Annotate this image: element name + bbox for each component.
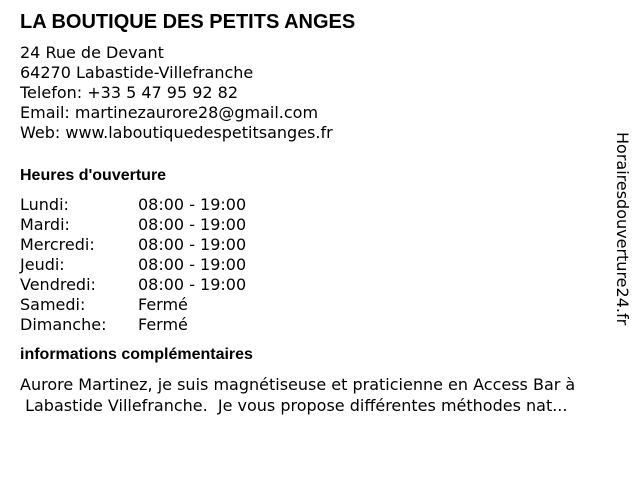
site-watermark xyxy=(612,132,632,352)
day-label: Mercredi: xyxy=(20,235,95,254)
day-hours: 08:00 - 19:00 xyxy=(138,255,247,274)
day-label: Lundi: xyxy=(20,195,69,214)
day-label: Jeudi: xyxy=(20,255,65,274)
hours-row-monday xyxy=(20,195,610,215)
city-address: 64270 Labastide-Villefranche xyxy=(20,63,254,82)
day-hours: 08:00 - 19:00 xyxy=(138,235,247,254)
opening-hours-title: Heures d'ouverture xyxy=(20,167,167,184)
day-label: Samedi: xyxy=(20,295,86,314)
hours-row-friday xyxy=(20,275,610,295)
watermark-text: Horairesdouverture24.fr xyxy=(613,132,632,326)
hours-row-thursday xyxy=(20,255,610,275)
additional-info-title: informations complémentaires xyxy=(20,346,253,363)
day-label: Mardi: xyxy=(20,215,70,234)
phone-number: Telefon: +33 5 47 95 92 82 xyxy=(20,83,239,102)
shop-card xyxy=(20,10,610,416)
info-text-line: Labastide Villefranche. Je vous propose différentes méthodes nat... xyxy=(20,396,568,415)
email-address: Email: martinezaurore28@gmail.com xyxy=(20,103,319,122)
info-text-line: Aurore Martinez, je suis magnétiseuse et praticienne en Access Bar à xyxy=(20,375,576,394)
day-label: Vendredi: xyxy=(20,275,96,294)
day-hours: 08:00 - 19:00 xyxy=(138,215,247,234)
hours-row-tuesday xyxy=(20,215,610,235)
contact-block xyxy=(20,43,610,143)
hours-row-wednesday xyxy=(20,235,610,255)
hours-row-saturday xyxy=(20,295,610,315)
shop-name: LA BOUTIQUE DES PETITS ANGES xyxy=(20,11,356,33)
website: Web: www.laboutiquedespetitsanges.fr xyxy=(20,123,333,142)
opening-hours-table xyxy=(20,195,610,335)
day-hours: 08:00 - 19:00 xyxy=(138,195,247,214)
day-label: Dimanche: xyxy=(20,315,107,334)
hours-row-sunday xyxy=(20,315,610,335)
day-hours: 08:00 - 19:00 xyxy=(138,275,247,294)
day-hours: Fermé xyxy=(138,295,188,314)
day-hours: Fermé xyxy=(138,315,188,334)
additional-info-text xyxy=(20,374,620,416)
street-address: 24 Rue de Devant xyxy=(20,43,164,62)
